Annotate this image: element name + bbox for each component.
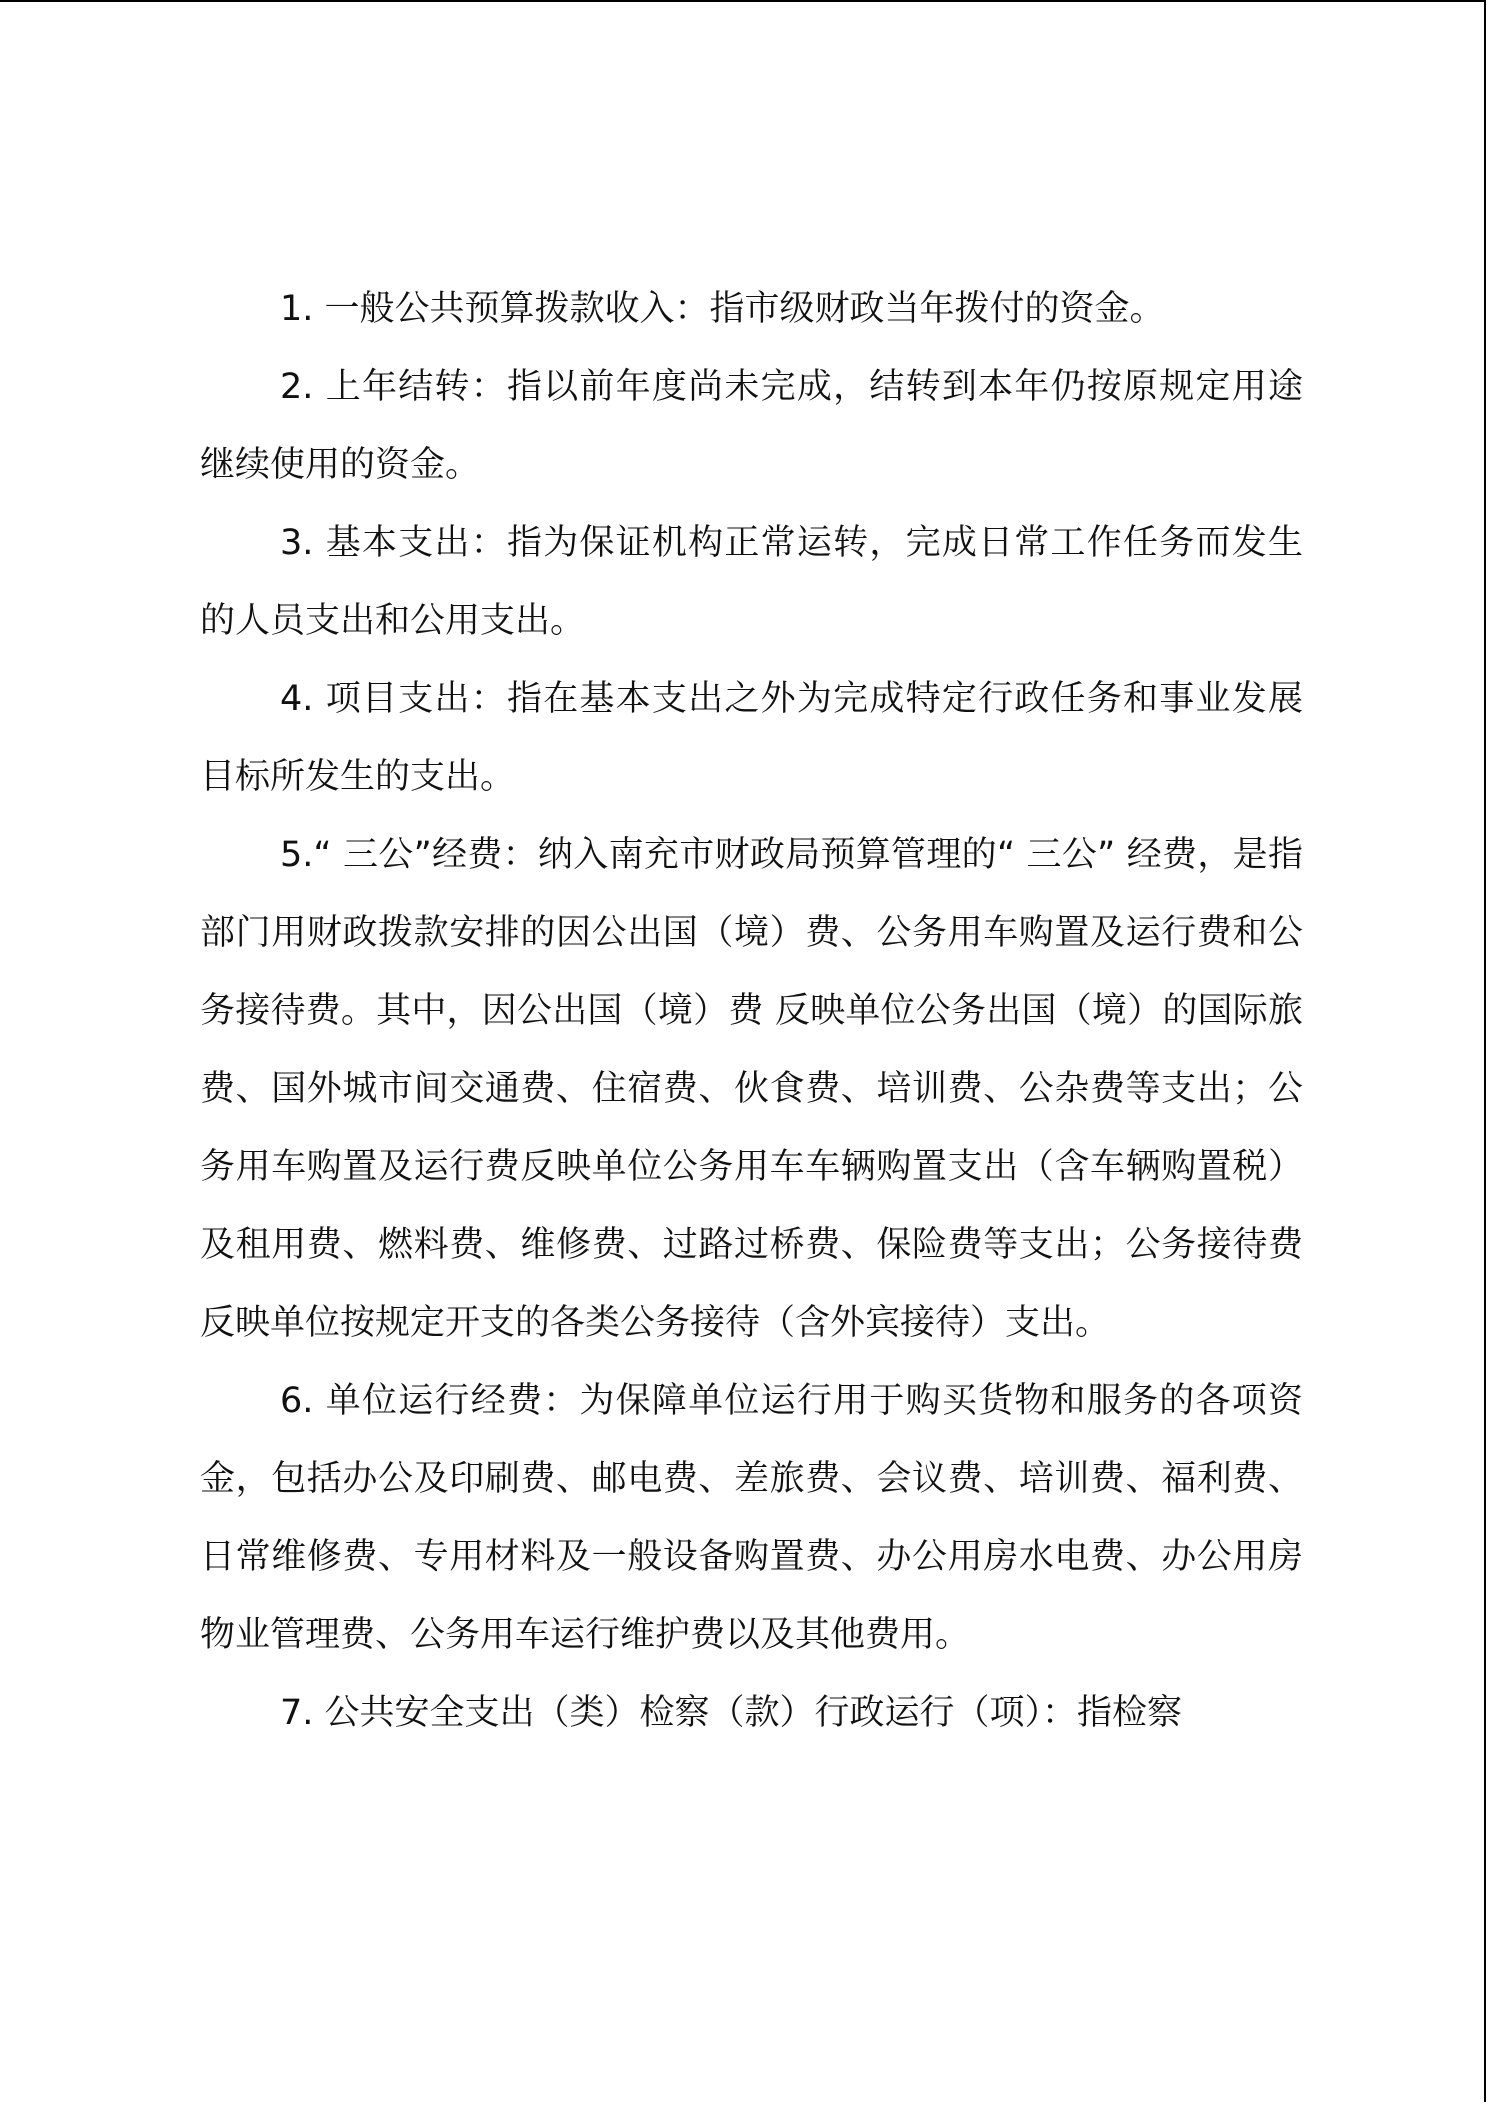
paragraph-7: 7. 公共安全支出（类）检察（款）行政运行（项）：指检察	[280, 1693, 1183, 1733]
document-body	[200, 270, 1303, 1752]
paragraph-3: 3. 基本支出：指为保证机构正常运转，完成日常工作任务而发生的人员支出和公用支出。	[200, 523, 1303, 641]
paragraph-1: 1. 一般公共预算拨款收入：指市级财政当年拨付的资金。	[280, 289, 1165, 329]
paragraph-5: 5.“ 三公”经费：纳入南充市财政局预算管理的“ 三公” 经费，是指部门用财政拨款安排的因公出国（境）费、公务用车购置及运行费和公务接待费。其中，因公出国（境）费 反映单位公务出国（境）的国际旅费、国外城市间交通费、住宿费、伙食费、培训费、公杂费等支出；公务用车购置及运行费反映单位公务用车车辆购置支出（含车辆购置税）及租用费、燃料费、维修费、过路过桥费、保险费等支出；公务接待费反映单位按规定开支的各类公务接待（含外宾接待）支出。	[200, 835, 1303, 1343]
paragraph-6: 6. 单位运行经费：为保障单位运行用于购买货物和服务的各项资金，包括办公及印刷费、邮电费、差旅费、会议费、培训费、福利费、日常维修费、专用材料及一般设备购置费、办公用房水电费、办公用房物业管理费、公务用车运行维护费以及其他费用。	[200, 1381, 1303, 1655]
paragraph-2: 2. 上年结转：指以前年度尚未完成，结转到本年仍按原规定用途继续使用的资金。	[200, 367, 1303, 485]
paragraph-4: 4. 项目支出：指在基本支出之外为完成特定行政任务和事业发展目标所发生的支出。	[200, 679, 1303, 797]
